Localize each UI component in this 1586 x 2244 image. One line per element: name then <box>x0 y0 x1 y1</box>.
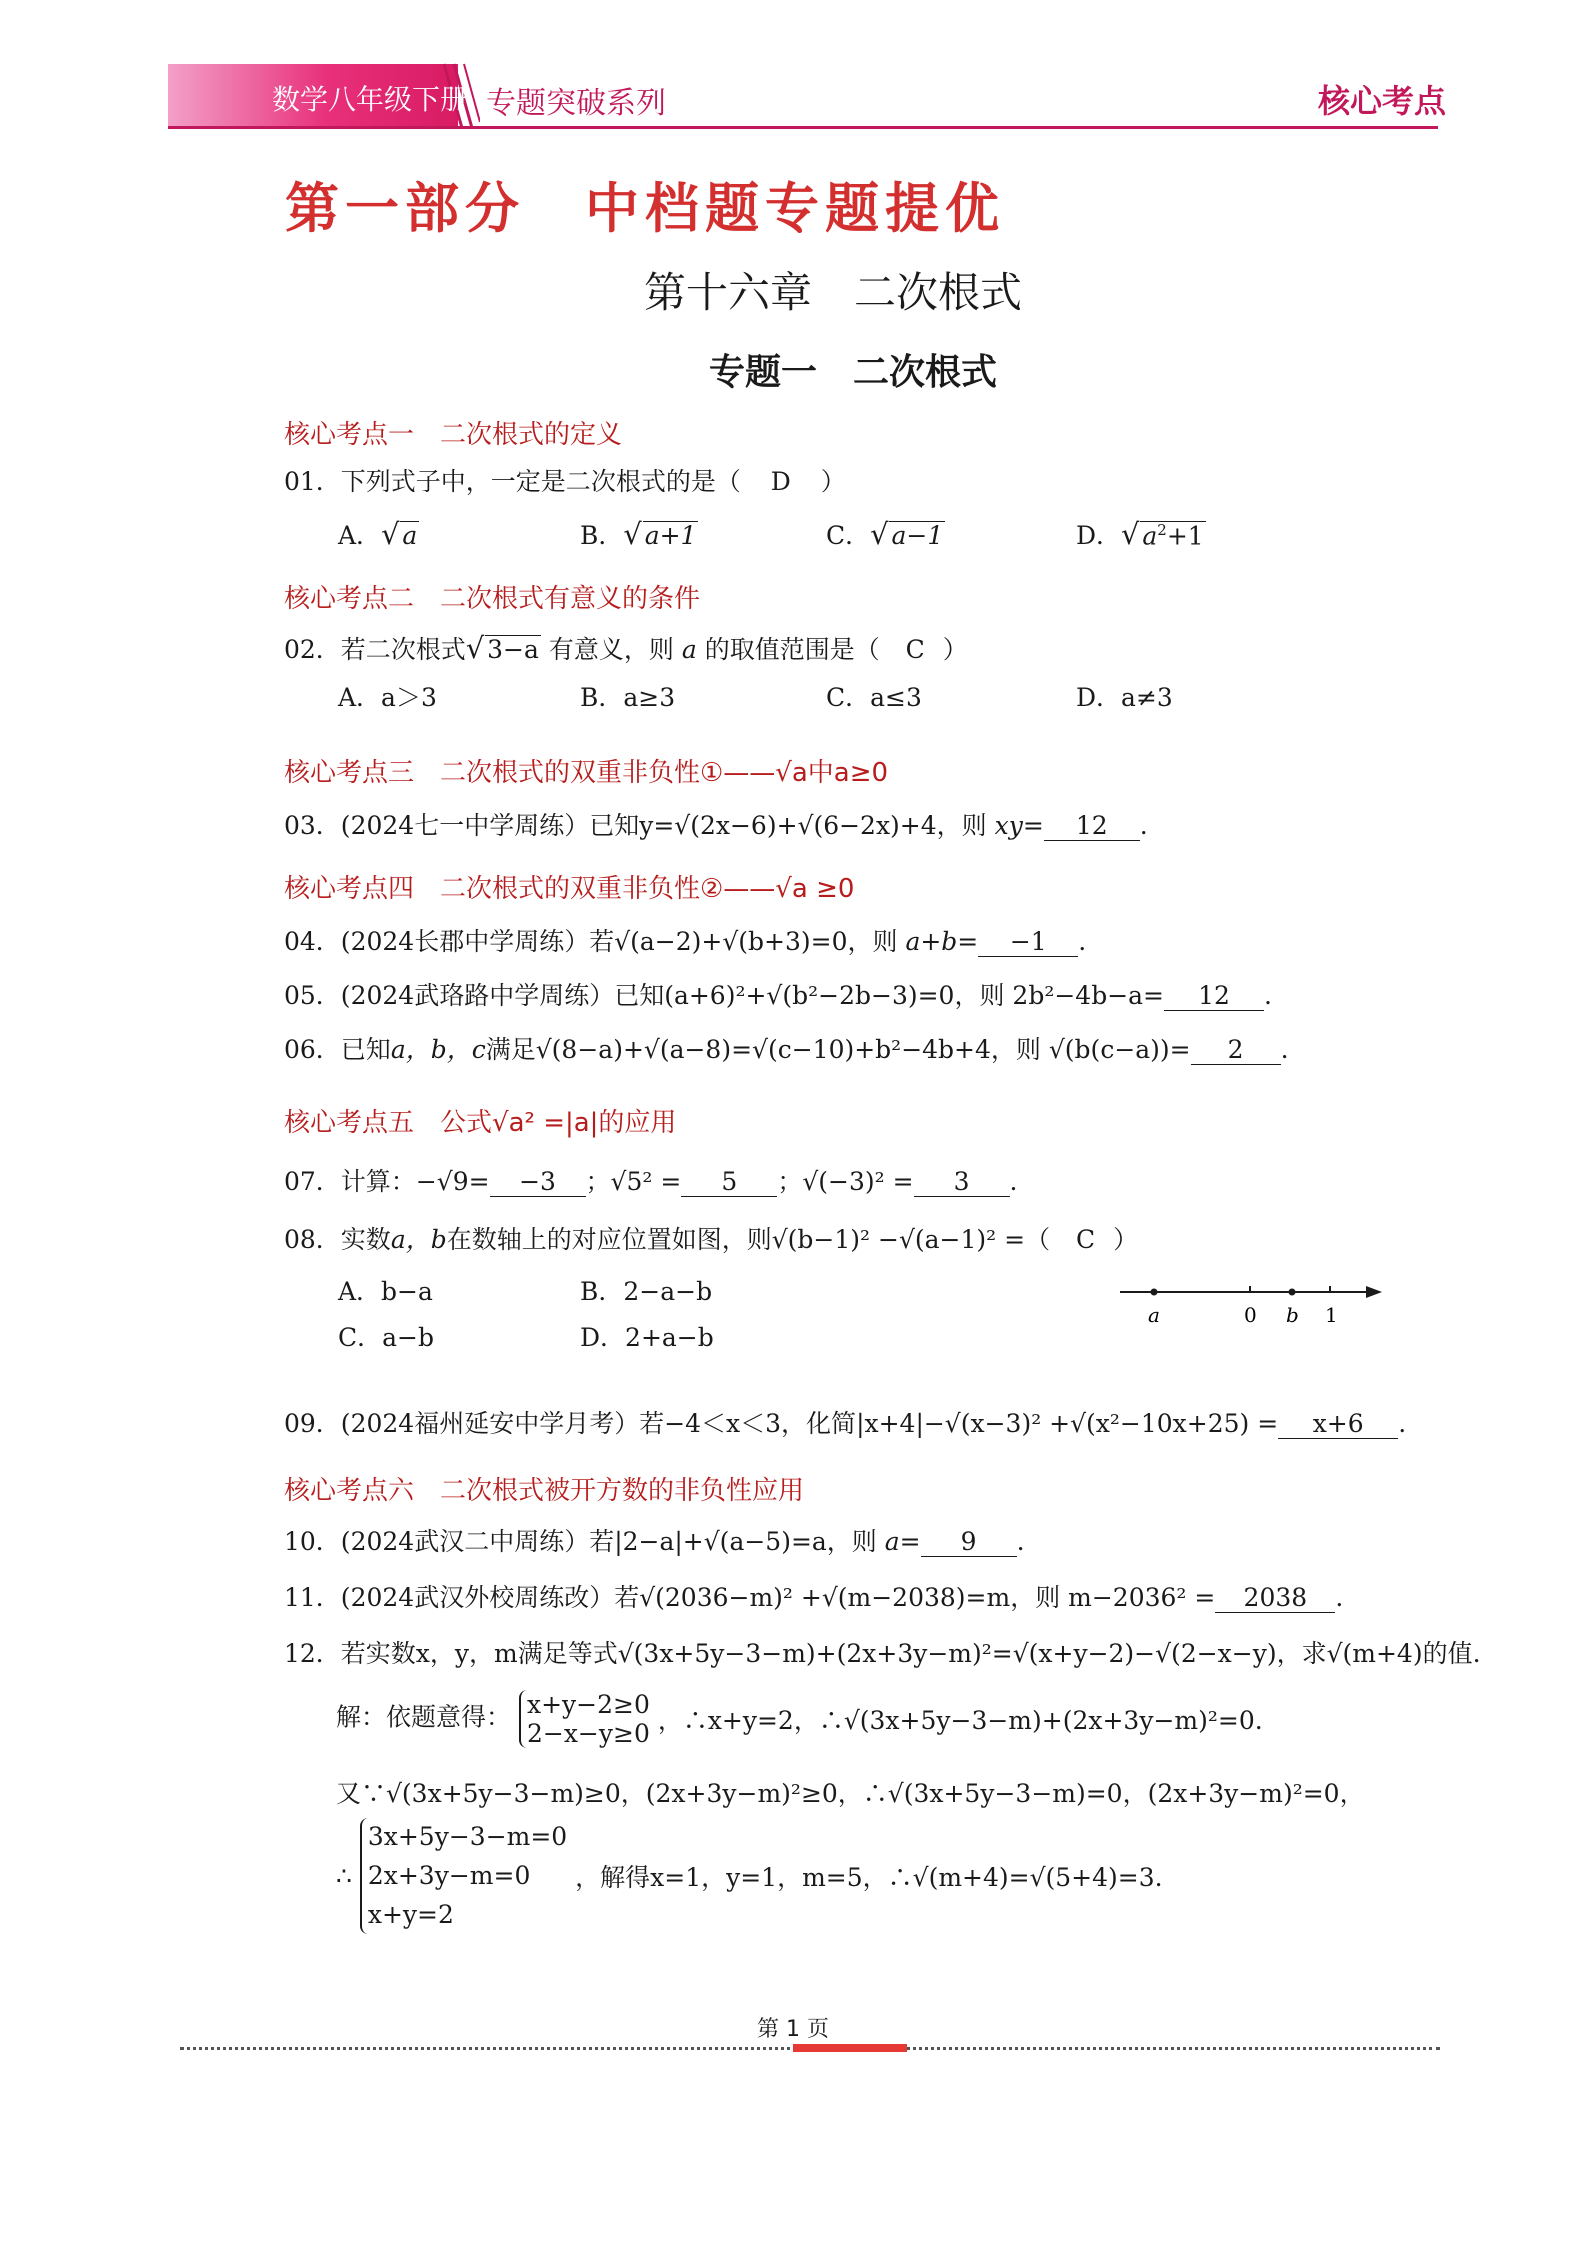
question-07: 07．计算：−√9= −3 ；√5² = 5 ；√(−3)² = 3 . <box>284 1167 1018 1196</box>
q02-option-b: B．a≥3 <box>580 683 676 712</box>
section-heading-4: 核心考点四 二次根式的双重非负性②——√a ≥0 <box>284 874 855 904</box>
chapter-title: 第十六章 二次根式 <box>643 268 1022 317</box>
q08-option-a: A．b−a <box>338 1277 433 1306</box>
q12-system-1: x+y−2≥0 2−x−y≥0 <box>519 1690 650 1748</box>
q12-solution-line-2: 又∵√(3x+5y−3−m)≥0，(2x+3y−m)²≥0，∴√(3x+5y−3−m)=0，(2x+3y−m)²=0， <box>336 1779 1365 1808</box>
q01-close: ） <box>820 467 846 496</box>
question-05: 05．(2024武珞路中学周练）已知(a+6)²+√(b²−2b−3)=0，则 2b²−4b−a= 12 . <box>284 981 1272 1010</box>
q01-option-b: B．√ a+1 <box>580 517 697 551</box>
label-a: a <box>1148 1303 1160 1327</box>
header-rule <box>168 126 1438 129</box>
q07-answer-3: 3 <box>914 1168 1010 1197</box>
q08-option-c: C．a−b <box>338 1323 434 1352</box>
section-heading-2: 核心考点二 二次根式有意义的条件 <box>284 584 701 614</box>
q08-option-d: D．2+a−b <box>580 1323 714 1352</box>
number-line-figure <box>1120 1276 1390 1336</box>
topic-title: 专题一 二次根式 <box>708 352 997 393</box>
q06-answer: 2 <box>1191 1036 1281 1065</box>
header-series-label: 专题突破系列 <box>486 86 666 121</box>
page-number: 第 1 页 <box>757 2017 829 2042</box>
q12-system-2: 3x+5y−3−m=0 2x+3y−m=0 x+y=2 <box>360 1818 567 1934</box>
q05-answer: 12 <box>1164 982 1264 1011</box>
label-one: 1 <box>1325 1303 1338 1327</box>
question-04: 04．(2024长郡中学周练）若√(a−2)+√(b+3)=0，则 a+b= −1 . <box>284 927 1087 956</box>
q12-solution-line-1: 解：依题意得： x+y−2≥0 2−x−y≥0 ，∴x+y=2，∴√(3x+5y−3−m)+(2x+3y−m)²=0. <box>336 1690 1263 1748</box>
question-01 <box>284 462 846 498</box>
question-03: 03．(2024七一中学周练）已知y=√(2x−6)+√(6−2x)+4，则 xy= 12 . <box>284 811 1148 840</box>
question-10: 10．(2024武汉二中周练）若|2−a|+√(a−5)=a，则 a= 9 . <box>284 1527 1025 1556</box>
q08-answer: C <box>1076 1225 1096 1254</box>
q12-solution-line-3: ∴ 3x+5y−3−m=0 2x+3y−m=0 x+y=2 ，解得x=1，y=1，m=5，∴√(m+4)=√(5+4)=3. <box>336 1818 1163 1934</box>
q01-option-d: D．√ $a^2+1$ <box>1076 517 1204 551</box>
header-core-label: 核心考点 <box>1318 82 1447 120</box>
q02-option-c: C．a≤3 <box>826 683 922 712</box>
q01-option-c: C．√ a−1 <box>826 517 944 551</box>
question-08: 08．实数a，b在数轴上的对应位置如图，则√(b−1)² −√(a−1)² =（ C ） <box>284 1225 1139 1254</box>
question-02: 02．若二次根式√ 3−a 有意义，则 a 的取值范围是（ C ） <box>284 631 968 665</box>
label-b: b <box>1286 1303 1299 1327</box>
q04-answer: −1 <box>978 928 1078 957</box>
footer-accent <box>793 2044 907 2052</box>
q11-answer: 2038 <box>1215 1584 1335 1613</box>
label-zero: 0 <box>1244 1303 1257 1327</box>
q02-answer: C <box>905 635 925 664</box>
q08-option-b: B．2−a−b <box>580 1277 713 1306</box>
section-heading-5: 核心考点五 公式√a² =|a|的应用 <box>284 1108 677 1138</box>
header-book-label: 数学八年级下册 <box>272 83 469 116</box>
point-a <box>1151 1289 1158 1296</box>
q07-answer-1: −3 <box>490 1168 586 1197</box>
q02-option-d: D．a≠3 <box>1076 683 1173 712</box>
q01-answer: D <box>770 467 791 496</box>
section-heading-1: 核心考点一 二次根式的定义 <box>284 420 623 450</box>
question-12: 12．若实数x，y，m满足等式√(3x+5y−3−m)+(2x+3y−m)²=√(x+y−2)−√(2−x−y)，求√(m+4)的值. <box>284 1639 1481 1668</box>
section-heading-3: 核心考点三 二次根式的双重非负性①——√a中a≥0 <box>284 758 889 788</box>
part-title: 第一部分 中档题专题提优 <box>285 176 1005 240</box>
q09-answer: x+6 <box>1278 1410 1398 1439</box>
question-11: 11．(2024武汉外校周练改）若√(2036−m)² +√(m−2038)=m，则 m−2036² = 2038 . <box>284 1583 1344 1612</box>
number-line-arrow <box>1366 1286 1382 1298</box>
question-09: 09．(2024福州延安中学月考）若−4＜x＜3，化简|x+4|−√(x−3)² +√(x²−10x+25) = x+6 . <box>284 1409 1407 1438</box>
q10-answer: 9 <box>921 1528 1017 1557</box>
q02-option-a: A．a＞3 <box>338 683 437 712</box>
q01-option-a: A．√ a <box>338 517 418 551</box>
q07-answer-2: 5 <box>681 1168 777 1197</box>
q01-stem: 01．下列式子中，一定是二次根式的是（ <box>284 467 741 496</box>
question-06: 06．已知a，b，c满足√(8−a)+√(a−8)=√(c−10)+b²−4b+4，则 √(b(c−a))= 2 . <box>284 1035 1289 1064</box>
point-b <box>1289 1289 1296 1296</box>
q03-answer: 12 <box>1044 812 1140 841</box>
section-heading-6: 核心考点六 二次根式被开方数的非负性应用 <box>284 1476 805 1506</box>
